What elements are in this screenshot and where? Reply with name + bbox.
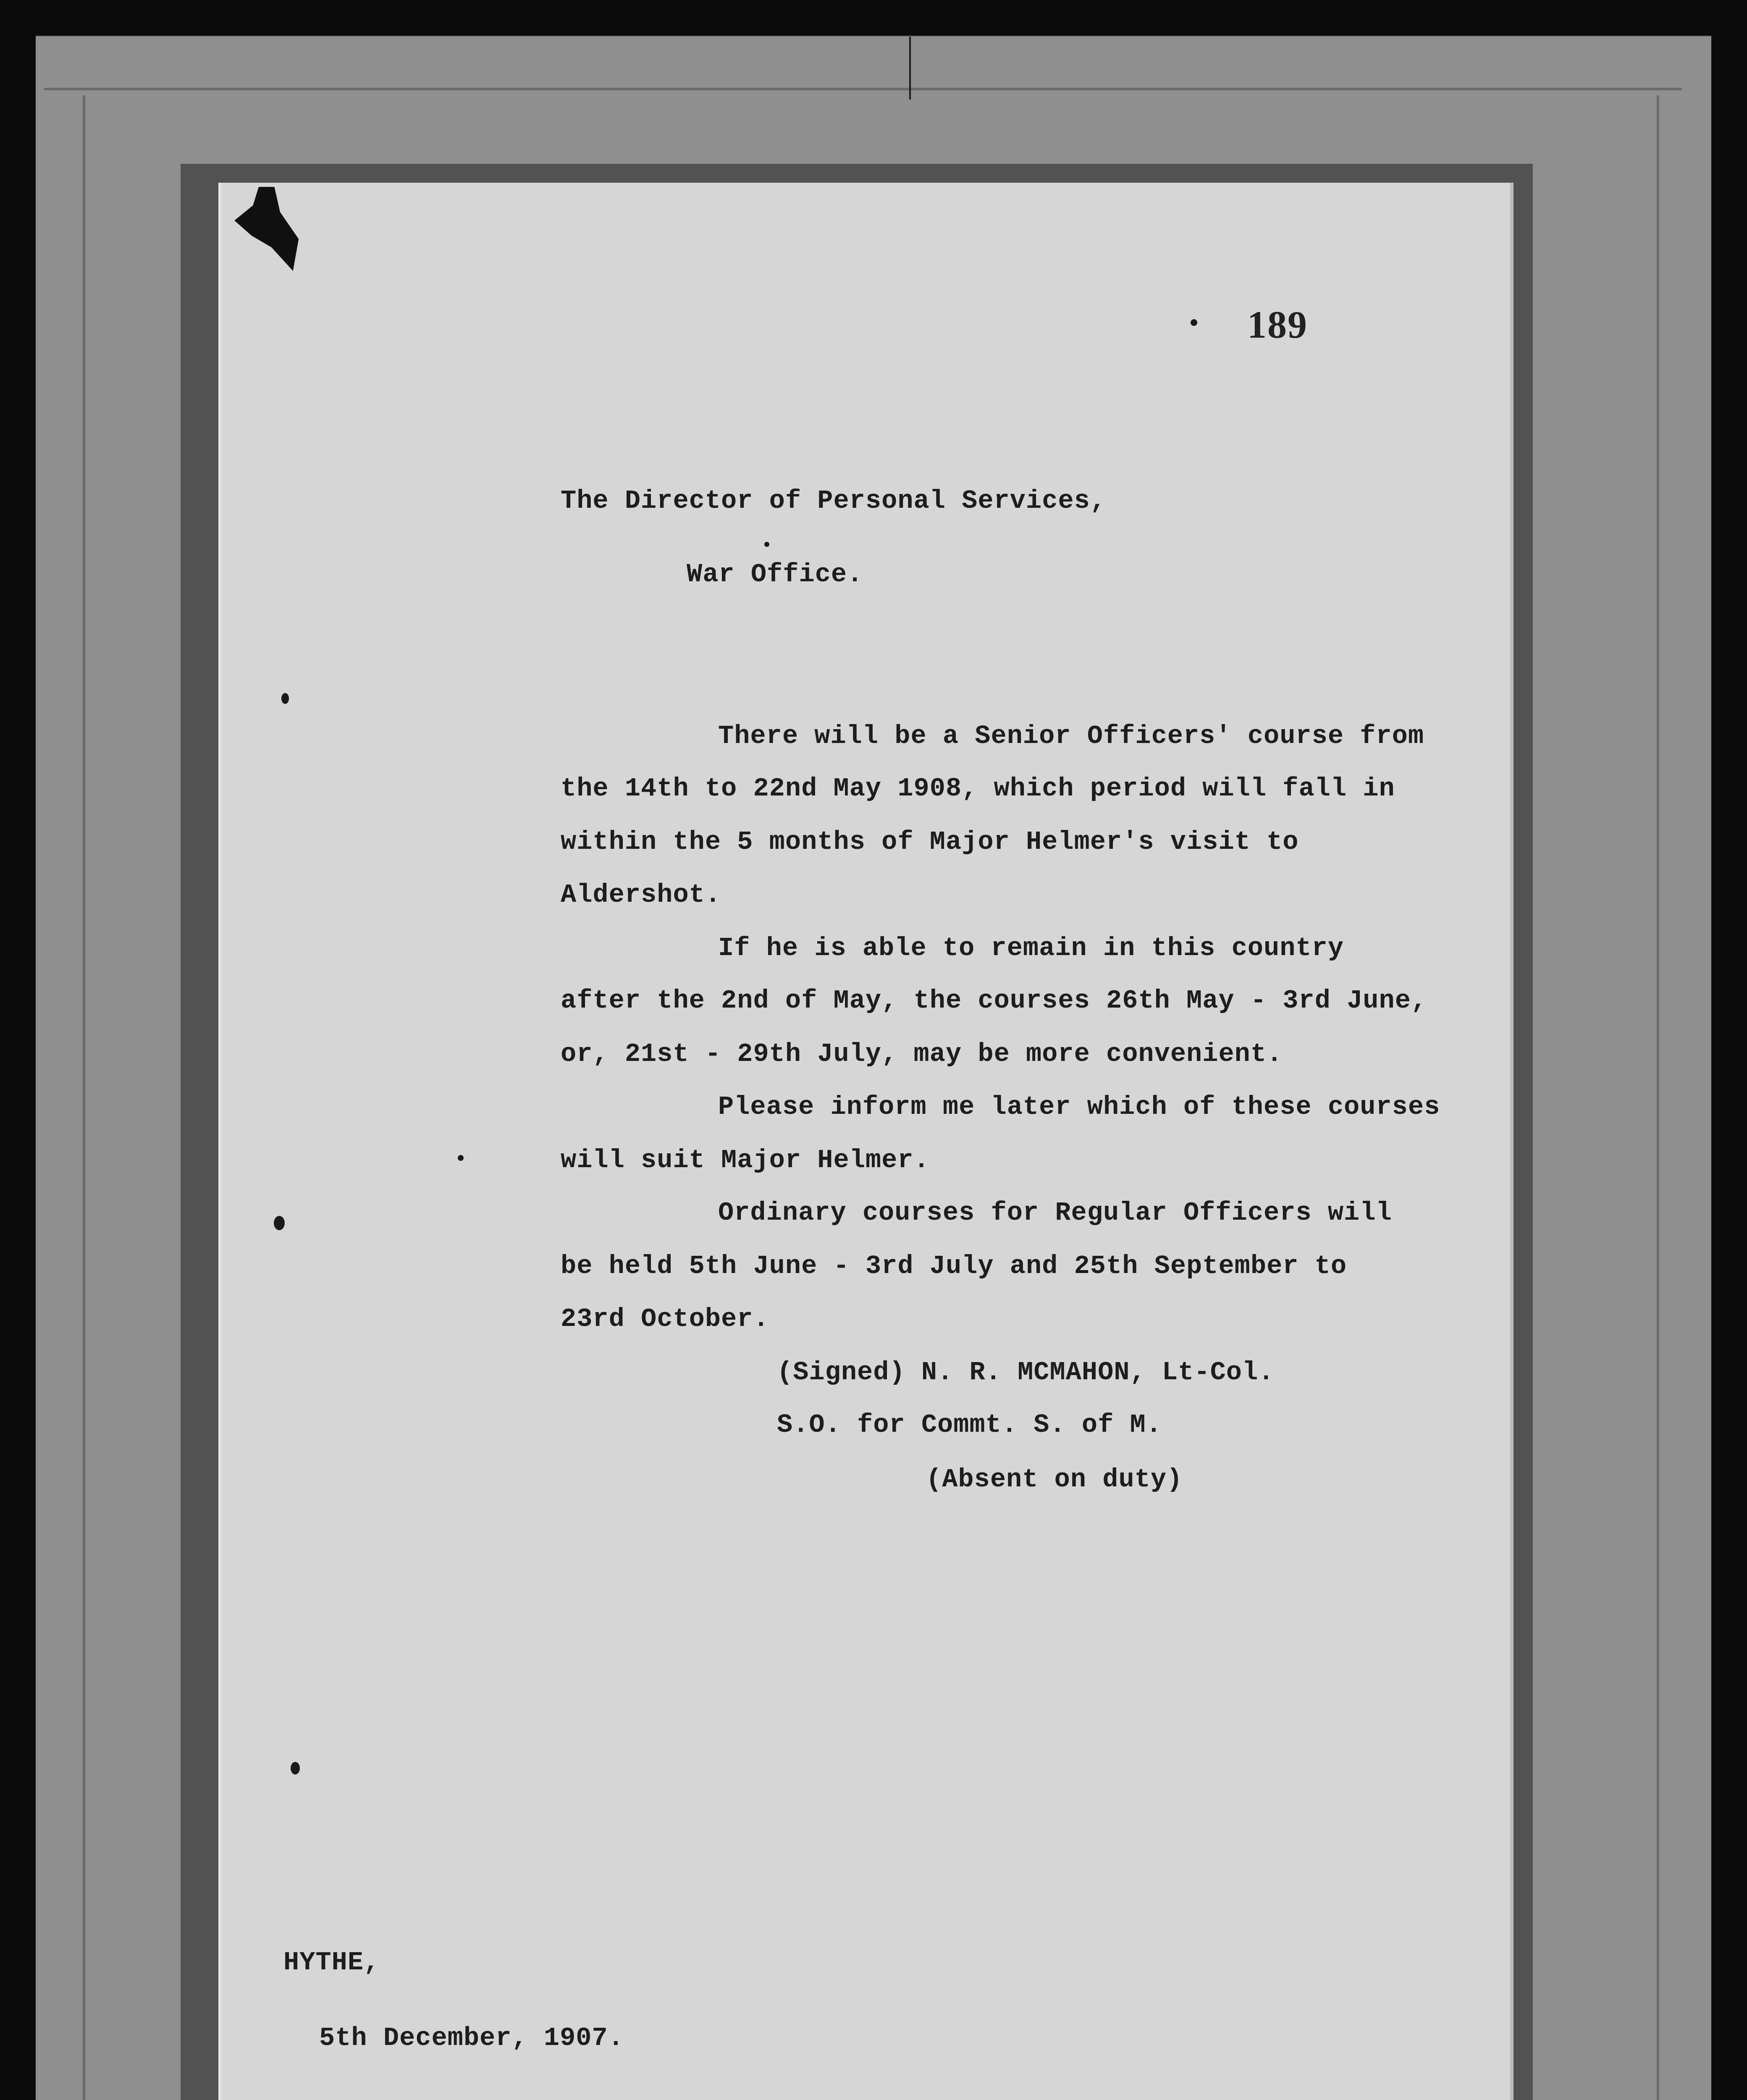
mount-rule-left: [83, 95, 85, 2100]
dust-speck: [1191, 319, 1197, 326]
body-line: will suit Major Helmer.: [561, 1145, 930, 1175]
body-line: be held 5th June - 3rd July and 25th September to: [561, 1251, 1347, 1281]
dust-speck: [291, 1762, 300, 1774]
page-number: 189: [1247, 303, 1308, 346]
signature-line-1: (Signed) N. R. MCMAHON, Lt-Col.: [777, 1357, 1275, 1387]
mount-tick: [909, 37, 911, 100]
body-line: after the 2nd of May, the courses 26th May - 3rd June,: [561, 986, 1427, 1016]
dust-speck: [274, 1216, 285, 1230]
place-line: HYTHE,: [283, 1948, 380, 1977]
body-line: the 14th to 22nd May 1908, which period will fall in: [561, 774, 1395, 803]
body-line: Please inform me later which of these courses: [718, 1092, 1440, 1122]
dust-speck: [281, 693, 289, 704]
body-line: within the 5 months of Major Helmer's visit to: [561, 827, 1299, 857]
mount-rule-right: [1657, 95, 1659, 2100]
body-line: Ordinary courses for Regular Officers will: [718, 1198, 1392, 1228]
signature-line-2: S.O. for Commt. S. of M.: [777, 1410, 1162, 1440]
body-line: If he is able to remain in this country: [718, 933, 1344, 963]
addressee-line-1: The Director of Personal Services,: [561, 486, 1107, 516]
body-line: There will be a Senior Officers' course from: [718, 721, 1424, 751]
body-line: 23rd October.: [561, 1304, 769, 1334]
body-line: or, 21st - 29th July, may be more convenient.: [561, 1039, 1283, 1069]
signature-line-3: (Absent on duty): [926, 1465, 1183, 1494]
mount-rule-top: [44, 88, 1682, 90]
body-line: Aldershot.: [561, 880, 721, 910]
dust-speck: [764, 542, 769, 547]
addressee-line-2: War Office.: [687, 559, 863, 589]
date-line: 5th December, 1907.: [319, 2023, 624, 2053]
dust-speck: [458, 1155, 464, 1161]
